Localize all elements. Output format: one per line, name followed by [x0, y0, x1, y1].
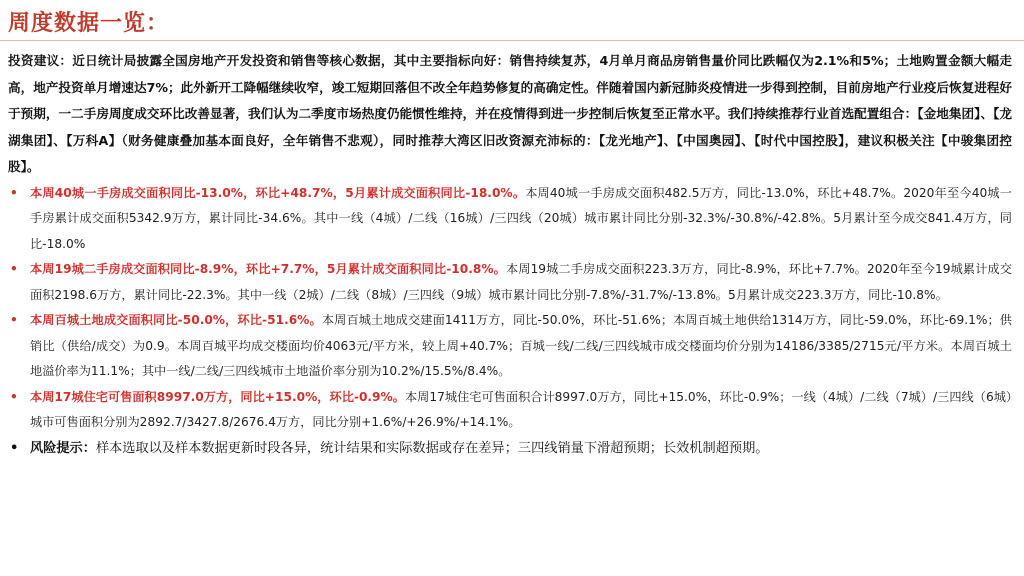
- bullet-land-transactions: [8, 308, 1012, 385]
- bullet-dot: •: [10, 262, 18, 277]
- content-area: [8, 48, 1012, 462]
- bullet-saleable-inventory: [8, 385, 1012, 436]
- bullet-dot: •: [10, 389, 18, 404]
- page-title: 周度数据一览：: [8, 11, 170, 36]
- bullet-body: 本周19城二手房成交面积223.3万方，同比-8.9%，环比+7.7%。2020年至今19城累计成交面积2198.6万方，累计同比-22.3%。其中一线（2城）/二线（8城）/三四线（9城）城市累计同比分别-7.8%/-31.7%/-13.8%。5月累计成交223.3万方，同比-10.8%。: [30, 262, 1012, 302]
- risk-label: 风险提示：: [30, 440, 96, 456]
- bullet-highlight: 本周40城一手房成交面积同比-13.0%，环比+48.7%，5月累计成交面积同比-18.0%。: [30, 185, 526, 200]
- title-bar: [8, 10, 169, 38]
- bullet-highlight: 本周19城二手房成交面积同比-8.9%，环比+7.7%，5月累计成交面积同比-10.8%。: [30, 262, 506, 277]
- bullet-body: 本周17城住宅可售面积合计8997.0万方，同比+15.0%，环比-0.9%；一线（4城）/二线（7城）/三四线（6城）城市可售面积分别为2892.7/3427.8/2676.4万方，同比分别+1.6%/+26.9%/+14.1%。: [30, 389, 1012, 430]
- bullet-second-hand-sales: [8, 257, 1012, 308]
- risk-text: 样本选取以及样本数据更新时段各异，统计结果和实际数据或存在差异；三四线销量下滑超预期；长效机制超预期。: [95, 440, 769, 456]
- bullet-dot: •: [10, 313, 18, 328]
- bullet-body: 本周百城土地成交建面1411万方，同比-50.0%，环比-51.6%；本周百城土地供给1314万方，同比-59.0%，环比-69.1%；供销比（供给/成交）为0.9。本周百城平均成交楼面均价4063元/平方米，较上周+40.7%；百城一线/二线/三四线城市成交楼面均价分别为14186/3385/2715元/平方米。本周百城土地溢价率为11.1%；其中一线/二线/三四线城市土地溢价率分别为10.2%/15.5%/8.4%。: [30, 313, 1012, 379]
- title-divider: [0, 40, 1024, 41]
- bullet-body: 本周40城一手房成交面积482.5万方，同比-13.0%，环比+48.7%。2020年至今40城一手房累计成交面积5342.9万方，累计同比-34.6%。其中一线（4城）/二线（16城）/三四线（20城）城市累计同比分别-32.3%/-30.8%/-42.8%。5月累计至今成交841.4万方，同比-18.0%: [30, 185, 1012, 251]
- bullet-new-home-sales: [8, 181, 1012, 258]
- bullet-highlight: 本周17城住宅可售面积8997.0万方，同比+15.0%，环比-0.9%。: [30, 389, 405, 404]
- bullet-risk-warning: [8, 436, 1012, 462]
- investment-advice-paragraph: 投资建议：近日统计局披露全国房地产开发投资和销售等核心数据，其中主要指标向好：销售持续复苏，4月单月商品房销售量价同比跌幅仅为2.1%和5%；土地购置金额大幅走高，地产投资单月增速达7%；此外新开工降幅继续收窄，竣工短期回落但不改全年趋势修复的高确定性。伴随着国内新冠肺炎疫情进一步得到控制，目前房地产行业疫后恢复进程好于预期，一二手房周度成交环比改善显著，我们认为二季度市场热度仍能惯性维持，并在疫情得到进一步控制后恢复至正常水平。我们持续推荐行业首选配置组合：【金地集团】、【龙湖集团】、【万科A】（财务健康叠加基本面良好，全年销售不悲观），同时推荐大湾区旧改资源充沛标的：【龙光地产】、【中国奥园】、【时代中国控股】，建议积极关注【中骏集团控股】。: [8, 53, 1012, 175]
- bullet-highlight: 本周百城土地成交面积同比-50.0%，环比-51.6%。: [30, 313, 322, 328]
- bullet-dot: •: [10, 440, 19, 456]
- bullet-dot: •: [10, 185, 18, 200]
